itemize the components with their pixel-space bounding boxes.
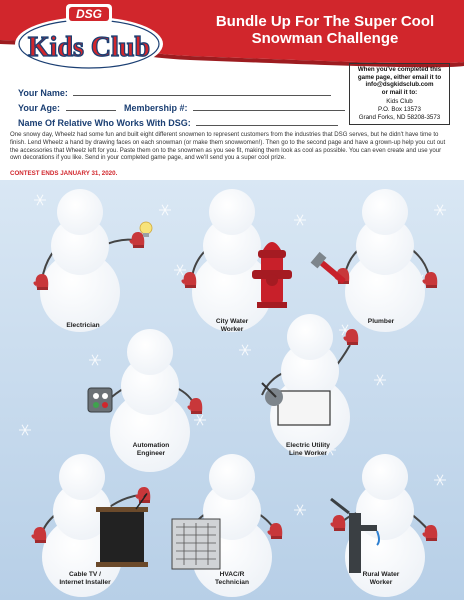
- name-field[interactable]: [73, 87, 331, 96]
- mail-addr-3: Grand Forks, ND 58208-3573: [358, 113, 441, 121]
- name-row: [18, 87, 331, 98]
- age-membership-row: [18, 102, 345, 113]
- membership-field[interactable]: [193, 102, 345, 111]
- title-line-1: Bundle Up For The Super Cool: [215, 13, 435, 30]
- label-cable-tv-installer: Cable TV / Internet Installer: [59, 571, 111, 586]
- air-conditioner-icon: [172, 519, 220, 569]
- snowmen-scene: [0, 180, 464, 600]
- mail-addr-2: P.O. Box 13573: [378, 105, 421, 113]
- title-line-2: Snowman Challenge: [251, 30, 399, 47]
- age-field[interactable]: [66, 102, 116, 111]
- label-automation-engineer: Automation Engineer: [132, 442, 170, 457]
- kids-club-logo: [14, 2, 164, 74]
- logo-brand: DSG: [75, 7, 103, 21]
- page-title: [190, 13, 460, 47]
- control-panel-icon: [88, 388, 112, 412]
- mail-email: info@dsgkidsclub.com: [365, 81, 434, 89]
- membership-label: Membership #:: [124, 103, 188, 113]
- name-label: Your Name:: [18, 88, 68, 98]
- label-city-water-worker: City Water Worker: [215, 318, 249, 333]
- mail-line-1: When you've completed this: [357, 66, 442, 73]
- contest-deadline: CONTEST ENDS JANUARY 31, 2020.: [10, 170, 118, 177]
- relative-row: [18, 117, 338, 128]
- instructions-text: One snowy day, Wheelz had some fun and built eight different snowmen to represent customers from the industries that DSG serves, but he didn't have time to finish. Lend Wheelz a hand by drawing faces on each snowman (or make them snowwomen!). Then go to the second page and have a grown-up help you cut out the accessories that Wheelz left for you. Paste them on to the snowmen as you see fit, making them look as cool as possible. You can even create and use your own decorations if you like. Send in your completed game page, and we'll send you a super cool prize.: [10, 131, 446, 162]
- label-electric-utility-line-worker: Electric Utility Line Worker: [286, 442, 330, 457]
- relative-label: Name Of Relative Who Works With DSG:: [18, 118, 191, 128]
- label-hvac-technician: HVAC/R Technician: [215, 571, 249, 586]
- logo-text: Kids Club: [27, 32, 151, 63]
- mail-line-2: game page, either email it to: [357, 73, 442, 81]
- mail-in-box: [349, 63, 450, 125]
- mail-line-3: or mail it to:: [381, 88, 418, 96]
- relative-field[interactable]: [196, 117, 338, 126]
- mail-addr-1: Kids Club: [386, 98, 413, 106]
- label-plumber: Plumber: [367, 318, 395, 325]
- label-electrician: Electrician: [66, 322, 100, 329]
- age-label: Your Age:: [18, 103, 60, 113]
- label-rural-water-worker: Rural Water Worker: [362, 571, 400, 586]
